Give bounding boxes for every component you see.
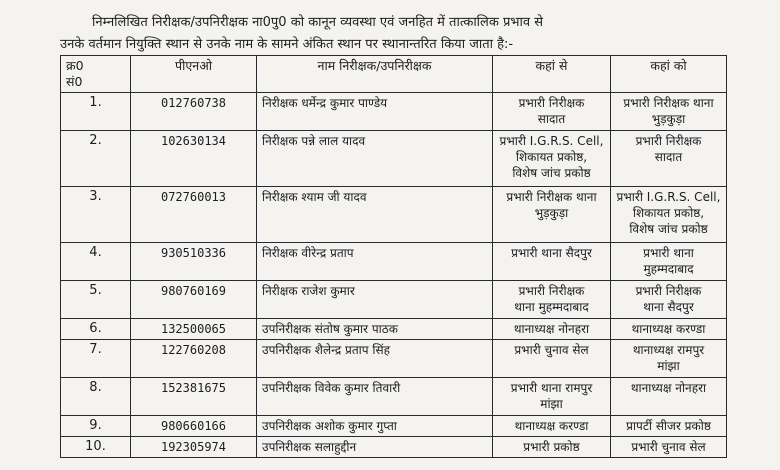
to-place-line: प्रभारी निरीक्षक थाना — [623, 96, 714, 110]
from-place-line: मांझा — [540, 397, 563, 411]
to-place-line: प्रभारी चुनाव सेल — [631, 440, 706, 454]
to-place-line: थानाध्यक्ष रामपुर — [632, 343, 705, 357]
table-row — [61, 378, 727, 416]
header-to: कहां को — [611, 56, 727, 93]
from-place-line: भुड़कुड़ा — [534, 206, 569, 220]
from-place-cell — [493, 437, 611, 458]
from-place-line: प्रभारी थाना रामपुर — [510, 381, 593, 395]
serial-number-cell: 6. — [61, 319, 131, 340]
from-place-line: प्रभारी निरीक्षक थाना — [506, 190, 597, 204]
serial-number-cell: 5. — [61, 281, 131, 319]
header-serial-line2: सं0 — [66, 74, 83, 89]
to-place-line: सादात — [654, 150, 683, 164]
from-place-cell — [493, 340, 611, 378]
from-place-line: प्रभारी निरीक्षक — [518, 284, 585, 298]
serial-number-cell: 4. — [61, 243, 131, 281]
to-place-line: प्रभारी थाना — [643, 246, 694, 260]
pno-cell: 132500065 — [131, 319, 257, 340]
table-row — [61, 243, 727, 281]
from-place-cell — [493, 281, 611, 319]
to-place-cell — [611, 437, 727, 458]
serial-number-cell: 9. — [61, 416, 131, 437]
from-place-cell — [493, 378, 611, 416]
table-row — [61, 187, 727, 243]
pno-cell: 072760013 — [131, 187, 257, 243]
to-place-line: शिकायत प्रकोष्ठ, — [632, 206, 705, 220]
officer-name-cell: उपनिरीक्षक विवेक कुमार तिवारी — [257, 378, 493, 416]
to-place-line: मांझा — [657, 359, 680, 373]
from-place-cell — [493, 319, 611, 340]
serial-number-cell: 1. — [61, 93, 131, 131]
to-place-line: थानाध्यक्ष करण्डा — [631, 322, 706, 336]
pno-cell: 980660166 — [131, 416, 257, 437]
officer-name-cell: निरीक्षक श्याम जी यादव — [257, 187, 493, 243]
to-place-line: भुड़कुड़ा — [651, 112, 686, 126]
from-place-line: थानाध्यक्ष नोनहरा — [513, 322, 590, 336]
to-place-cell — [611, 378, 727, 416]
to-place-cell — [611, 131, 727, 187]
officer-name-cell: निरीक्षक धर्मेन्द्र कुमार पाण्डेय — [257, 93, 493, 131]
header-serial — [61, 56, 131, 93]
intro-line-2: उनके वर्तमान नियुक्ति स्थान से उनके नाम के सामने अंकित स्थान पर स्थानान्तरित किया जाता है:- — [60, 37, 514, 52]
table-row — [61, 340, 727, 378]
to-place-cell — [611, 93, 727, 131]
table-row — [61, 416, 727, 437]
header-name: नाम निरीक्षक/उपनिरीक्षक — [257, 56, 493, 93]
table-row — [61, 131, 727, 187]
transfer-table — [60, 55, 727, 458]
header-pno: पीएनओ — [131, 56, 257, 93]
intro-line-1: निम्नलिखित निरीक्षक/उपनिरीक्षक ना0पु0 को कानून व्यवस्था एवं जनहित में तात्कालिक प्रभाव से — [92, 15, 544, 30]
from-place-line: थाना मुहम्मदाबाद — [514, 300, 589, 314]
officer-name-cell: उपनिरीक्षक सलाहुद्दीन — [257, 437, 493, 458]
from-place-cell — [493, 131, 611, 187]
to-place-line: प्रापर्टी सीजर प्रकोष्ठ — [626, 419, 711, 433]
pno-cell: 012760738 — [131, 93, 257, 131]
serial-number-cell: 2. — [61, 131, 131, 187]
to-place-cell — [611, 243, 727, 281]
table-row — [61, 93, 727, 131]
from-place-line: प्रभारी चुनाव सेल — [514, 343, 589, 357]
to-place-cell — [611, 187, 727, 243]
table-body — [61, 93, 727, 458]
officer-name-cell: निरीक्षक राजेश कुमार — [257, 281, 493, 319]
from-place-line: शिकायत प्रकोष्ठ, — [515, 150, 588, 164]
table-row — [61, 319, 727, 340]
from-place-line: प्रभारी निरीक्षक — [518, 96, 585, 110]
serial-number-cell: 7. — [61, 340, 131, 378]
to-place-line: थाना सैदपुर — [643, 300, 694, 314]
from-place-line: सादात — [537, 112, 566, 126]
table-header-row — [61, 56, 727, 93]
from-place-cell — [493, 243, 611, 281]
from-place-line: थानाध्यक्ष करण्डा — [514, 419, 589, 433]
pno-cell: 980760169 — [131, 281, 257, 319]
table-row — [61, 281, 727, 319]
to-place-cell — [611, 416, 727, 437]
to-place-line: मुहम्मदाबाद — [643, 262, 694, 276]
from-place-line: विशेष जांच प्रकोष्ठ — [512, 166, 591, 180]
serial-number-cell: 8. — [61, 378, 131, 416]
to-place-line: प्रभारी निरीक्षक — [635, 134, 702, 148]
to-place-line: थानाध्यक्ष नोनहरा — [630, 381, 707, 395]
from-place-cell — [493, 416, 611, 437]
officer-name-cell: निरीक्षक वीरेन्द्र प्रताप — [257, 243, 493, 281]
to-place-cell — [611, 281, 727, 319]
officer-name-cell: उपनिरीक्षक अशोक कुमार गुप्ता — [257, 416, 493, 437]
serial-number-cell: 10. — [61, 437, 131, 458]
header-serial-line1: क्र0 — [66, 58, 84, 73]
header-from: कहां से — [493, 56, 611, 93]
from-place-line: प्रभारी I.G.R.S. Cell, — [499, 134, 604, 148]
to-place-line: प्रभारी I.G.R.S. Cell, — [616, 190, 721, 204]
from-place-cell — [493, 93, 611, 131]
from-place-cell — [493, 187, 611, 243]
to-place-line: विशेष जांच प्रकोष्ठ — [629, 222, 708, 236]
serial-number-cell: 3. — [61, 187, 131, 243]
from-place-line: प्रभारी थाना सैदपुर — [511, 246, 592, 260]
table-row — [61, 437, 727, 458]
officer-name-cell: उपनिरीक्षक शैलेन्द्र प्रताप सिंह — [257, 340, 493, 378]
pno-cell: 122760208 — [131, 340, 257, 378]
officer-name-cell: उपनिरीक्षक संतोष कुमार पाठक — [257, 319, 493, 340]
pno-cell: 102630134 — [131, 131, 257, 187]
to-place-cell — [611, 340, 727, 378]
pno-cell: 192305974 — [131, 437, 257, 458]
pno-cell: 152381675 — [131, 378, 257, 416]
officer-name-cell: निरीक्षक पन्ने लाल यादव — [257, 131, 493, 187]
pno-cell: 930510336 — [131, 243, 257, 281]
to-place-cell — [611, 319, 727, 340]
to-place-line: प्रभारी निरीक्षक — [635, 284, 702, 298]
from-place-line: प्रभारी प्रकोष्ठ — [523, 440, 580, 454]
